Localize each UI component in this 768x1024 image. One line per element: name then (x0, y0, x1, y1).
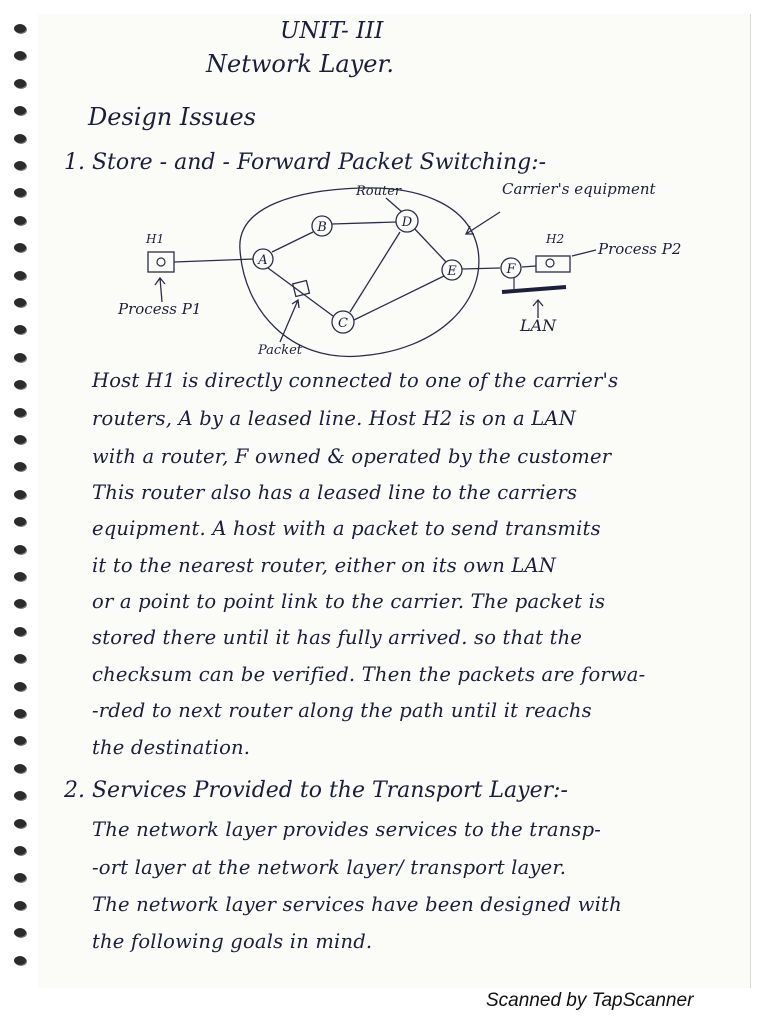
paragraph-line: it to the nearest router, either on its own LAN (92, 554, 557, 577)
carrier-label: Carrier's equipment (502, 180, 656, 198)
paragraph-line: The network layer provides services to the transp- (92, 818, 602, 841)
paragraph-line: the following goals in mind. (92, 930, 373, 953)
paragraph-line: the destination. (92, 736, 251, 759)
paragraph-line: with a router, F owned & operated by the customer (92, 445, 612, 468)
paragraph-line: Host H1 is directly connected to one of the carrier's (92, 369, 619, 392)
node-a: A (258, 253, 268, 268)
section-1-title: 1. Store - and - Forward Packet Switching:- (64, 150, 547, 175)
router-label: Router (356, 184, 402, 199)
process-p2-label: Process P2 (598, 240, 682, 258)
node-e: E (447, 264, 457, 279)
paragraph-line: or a point to point link to the carrier. The packet is (92, 590, 606, 613)
unit-title: UNIT- III (280, 18, 384, 44)
host-h2-box (536, 256, 570, 272)
node-c: C (338, 316, 348, 331)
paragraph-line: -rded to next router along the path until it reachs (92, 699, 592, 722)
section-2-title: 2. Services Provided to the Transport Layer:- (64, 778, 568, 803)
scanner-watermark: Scanned by TapScanner (486, 990, 694, 1011)
paragraph-line: The network layer services have been designed with (92, 893, 622, 916)
node-f: F (506, 262, 516, 277)
paragraph-line: -ort layer at the network layer/ transport layer. (92, 856, 567, 879)
node-d: D (401, 215, 413, 230)
lan-bar (502, 287, 566, 292)
node-b: B (317, 220, 327, 235)
packet-label: Packet (258, 343, 302, 358)
host-h1-box (148, 252, 174, 272)
section-heading: Design Issues (88, 103, 256, 131)
lan-label: LAN (520, 316, 557, 335)
paragraph-line: This router also has a leased line to the carriers (92, 481, 578, 504)
h2-label: H2 (546, 232, 565, 246)
paragraph-line: routers, A by a leased line. Host H2 is on a LAN (92, 407, 576, 430)
paragraph-line: stored there until it has fully arrived. so that the (92, 626, 583, 649)
process-p1-label: Process P1 (118, 300, 202, 318)
chapter-title: Network Layer. (206, 50, 394, 78)
paragraph-line: equipment. A host with a packet to send transmits (92, 517, 601, 540)
h1-label: H1 (146, 232, 165, 246)
paragraph-line: checksum can be verified. Then the packets are forwa- (92, 663, 646, 686)
